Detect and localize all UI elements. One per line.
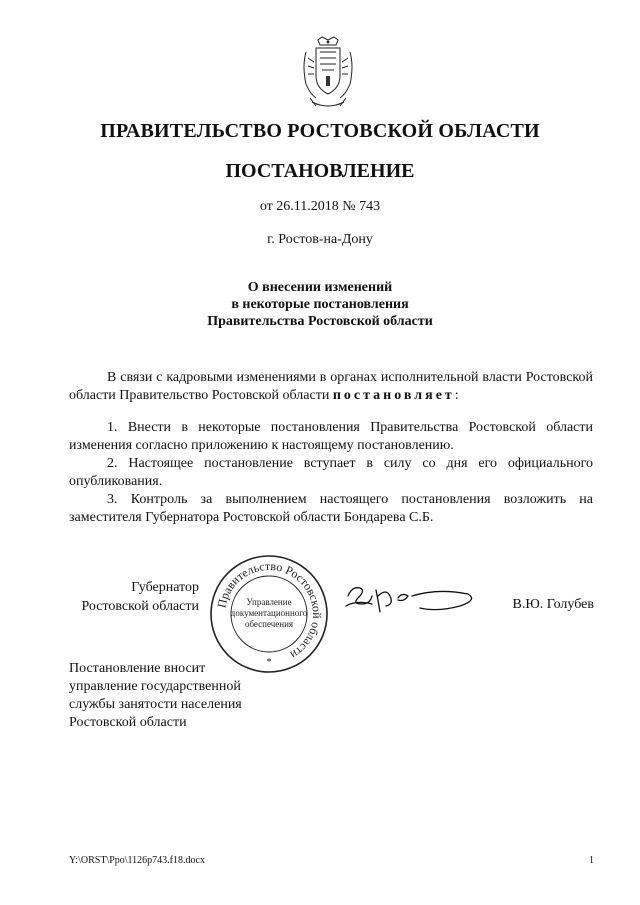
document-type: ПОСТАНОВЛЕНИЕ	[225, 160, 415, 182]
preamble	[69, 369, 593, 405]
resolution-verb: постановляет	[332, 388, 455, 403]
signatory-title	[69, 578, 199, 616]
resolution-item: 3. Контроль за выполнением настоящего постановления возложить на заместителя Губернатора Ростовской области Бондарева С.Б.	[69, 492, 593, 525]
introduced-by-line: управление государственной	[69, 679, 241, 694]
introduced-by-line: службы занятости населения	[69, 697, 242, 712]
stamp-star: *	[266, 657, 272, 668]
document-city: г. Ростов-на-Дону	[267, 232, 373, 247]
introduced-by-line: Ростовской области	[69, 715, 187, 730]
document-date-number: от 26.11.2018 № 743	[259, 199, 381, 214]
official-stamp	[208, 553, 330, 675]
introduced-by-line: Постановление вносит	[69, 661, 206, 676]
preamble-text: В связи с кадровыми изменениями в органах исполнительной власти Ростовской области Правительство Ростовской области	[69, 370, 593, 403]
stamp-center-line: обеспечения	[244, 619, 294, 629]
handwritten-signature	[342, 578, 478, 622]
document-subject	[0, 279, 640, 330]
subject-line: О внесении изменений	[247, 280, 393, 295]
issuing-authority: ПРАВИТЕЛЬСТВО РОСТОВСКОЙ ОБЛАСТИ	[100, 120, 540, 142]
preamble-colon: :	[454, 388, 459, 403]
resolution-item: 2. Настоящее постановление вступает в силу со дня его официального опубликования.	[69, 456, 593, 489]
subject-line: в некоторые постановления	[231, 297, 409, 312]
signatory-title-line: Губернатор	[131, 580, 199, 595]
page-number: 1	[589, 855, 594, 866]
signatory-title-line: Ростовской области	[81, 599, 199, 614]
resolution-item: 1. Внести в некоторые постановления Правительства Ростовской области изменения согласно приложению к настоящему постановлению.	[69, 420, 593, 453]
stamp-center-line: документационного	[230, 608, 308, 618]
subject-line: Правительства Ростовской области	[207, 314, 433, 329]
footer-file-path: Y:\ORST\Ppo\1126p743.f18.docx	[69, 855, 205, 866]
stamp-center-line: Управление	[246, 597, 292, 607]
resolution-items	[69, 419, 593, 527]
coat-of-arms-emblem	[296, 36, 360, 110]
signatory-name: В.Ю. Голубев	[512, 597, 594, 612]
introduced-by-note	[69, 660, 289, 732]
stamp-ring-text: Правительство Ростовской области	[214, 558, 325, 663]
